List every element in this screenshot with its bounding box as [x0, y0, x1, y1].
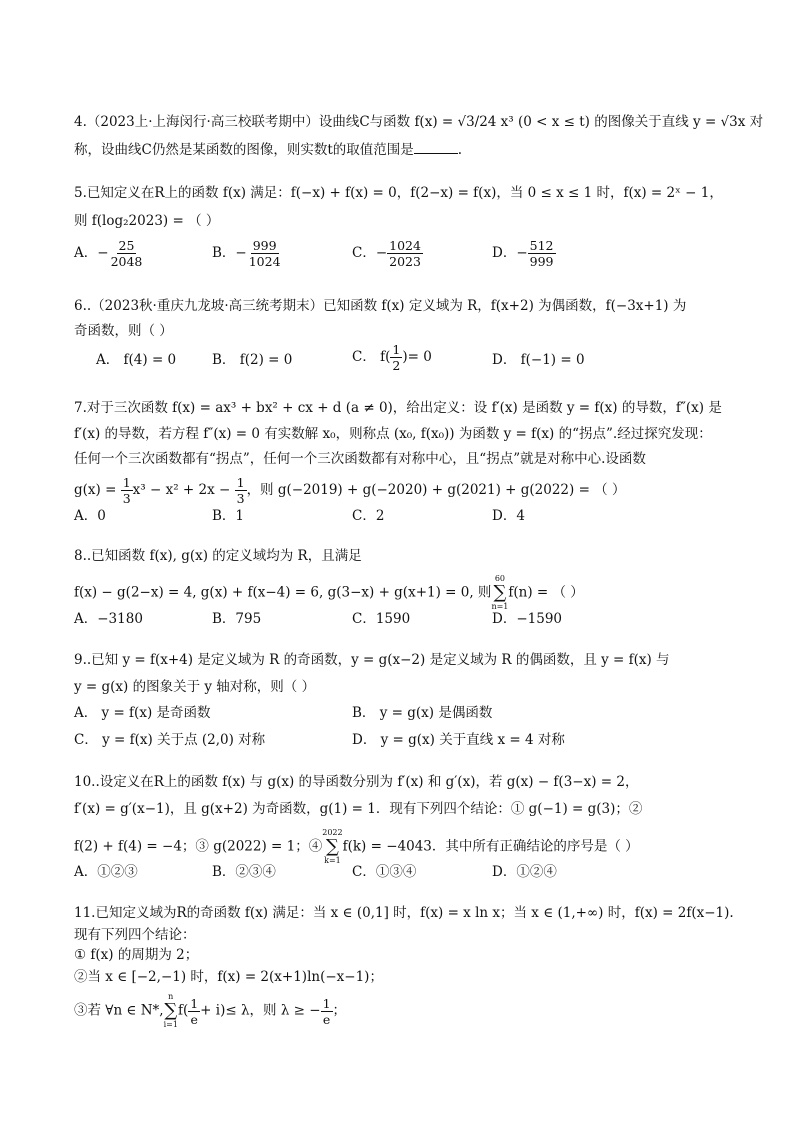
- q10-option-b: B．②③④: [212, 864, 276, 880]
- denominator: 3: [122, 491, 131, 506]
- sum-lower: k=1: [324, 856, 341, 865]
- q4-line2-end: .: [457, 142, 463, 158]
- q8-line2: [74, 574, 584, 612]
- q6-option-d: D． f(−1) = 0: [492, 352, 585, 368]
- sum-upper: 60: [494, 574, 505, 583]
- numerator: 1: [236, 475, 245, 490]
- sum-lower: n=1: [491, 602, 509, 611]
- q5-option-b: [212, 238, 283, 269]
- q7-option-c: C．2: [352, 508, 385, 524]
- q8-option-d: D．−1590: [492, 611, 562, 627]
- denominator: e: [322, 1011, 331, 1027]
- q10-option-c: C．①③④: [352, 864, 417, 880]
- denominator: 2: [392, 358, 401, 373]
- option-sign: −: [97, 245, 109, 261]
- sum-upper: n: [168, 992, 174, 1001]
- option-label: B．: [212, 245, 236, 261]
- q6-option-c: C． f( $\frac{1}{2}$ )= 0: [352, 342, 432, 373]
- denominator: 3: [236, 491, 245, 506]
- option-label: A．: [74, 245, 98, 261]
- q8-option-c: C．1590: [352, 611, 411, 627]
- q5-line2: 则 f(log₂2023) = （ ）: [74, 213, 220, 229]
- option-fraction: [390, 342, 402, 373]
- fraction: [321, 996, 333, 1027]
- option-fraction: [247, 238, 283, 269]
- q4-line2-text: 称，设曲线C仍然是某函数的图像，则实数t的取值范围是: [74, 142, 414, 158]
- q7-line3: 任何一个三次函数都有“拐点”，任何一个三次函数都有对称中心，且“拐点”就是对称中心.设函数: [74, 451, 646, 467]
- sum-lower: i=1: [163, 1020, 178, 1029]
- summation-symbol: 2022 ∑ k=1: [322, 828, 343, 865]
- q9-option-a: A． y = f(x) 是奇函数: [74, 705, 211, 721]
- sum-upper: 2022: [322, 828, 343, 837]
- q7-option-b: B．1: [212, 508, 245, 524]
- formula-part: f(2) + f(4) = −4；③ g(2022) = 1；④: [74, 838, 323, 855]
- q10-line1: 10..设定义在R上的函数 f(x) 与 g(x) 的导函数分别为 f′(x) 和 g′(x)，若 g(x) − f(3−x) = 2，: [74, 774, 639, 790]
- formula-part: f(k) = −4043．其中所有正确结论的序号是（ ）: [342, 838, 639, 855]
- q10-line3: [74, 828, 639, 866]
- numerator: 25: [118, 238, 135, 253]
- formula-part: ，则 g(−2019) + g(−2020) + g(2021) + g(2022) = （ ）: [246, 482, 626, 498]
- formula-part: f(x) − g(2−x) = 4, g(x) + f(x−4) = 6, g(3−x) + g(x+1) = 0, 则: [74, 584, 492, 601]
- option-sign: −: [375, 245, 388, 261]
- q10-line2: f′(x) = g′(x−1)，且 g(x+2) 为奇函数，g(1) = 1．现有下列四个结论：① g(−1) = g(3)；②: [74, 801, 643, 817]
- q7-line1: 7.对于三次函数 f(x) = ax³ + bx² + cx + d (a ≠ 0)，给出定义：设 f′(x) 是函数 y = f(x) 的导数，f″(x) 是: [74, 400, 722, 416]
- denominator: e: [190, 1011, 198, 1027]
- numerator: 1: [122, 475, 131, 490]
- q9-option-b: B． y = g(x) 是偶函数: [352, 705, 493, 721]
- numerator: 1: [190, 995, 199, 1011]
- q11-line3: ① f(x) 的周期为 2；: [74, 947, 199, 963]
- q6-line2: 奇函数，则（ ）: [74, 323, 173, 339]
- formula-part: f: [177, 1002, 183, 1019]
- q5-option-c: [352, 238, 423, 269]
- option-fraction: [109, 238, 145, 269]
- q10-option-a: A．①②③: [74, 864, 138, 880]
- q4-line1: 4.（2023上·上海闵行·高三校联考期中）设曲线C与函数 f(x) = √3/24 x³ (0 < x ≤ t) 的图像关于直线 y = √3x 对: [74, 114, 764, 130]
- q11-line1: 11.已知定义域为R的奇函数 f(x) 满足：当 x ∈ (0,1] 时，f(x) = x ln x；当 x ∈ (1,+∞) 时，f(x) = 2f(x−1).: [74, 905, 734, 921]
- q7-line4: [74, 474, 625, 506]
- q6-option-b: B． f(2) = 0: [212, 352, 293, 368]
- q9-line1: 9..已知 y = f(x+4) 是定义域为 R 的奇函数，y = g(x−2) 是定义域为 R 的偶函数，且 y = f(x) 与: [74, 652, 670, 668]
- q7-option-a: A．0: [74, 508, 106, 524]
- q9-option-c: C． y = f(x) 关于点 (2,0) 对称: [74, 732, 266, 748]
- summation-symbol: 60 ∑ n=1: [491, 574, 509, 611]
- option-text-end: = 0: [407, 349, 432, 365]
- option-sign: −: [516, 245, 528, 261]
- denominator: 2023: [389, 254, 421, 269]
- q5-line1: 5.已知定义在R上的函数 f(x) 满足：f(−x) + f(x) = 0，f(2−x) = f(x)，当 0 ≤ x ≤ 1 时，f(x) = 2ˣ − 1，: [74, 185, 723, 201]
- formula-part: ≤ λ，则 λ ≥ −: [225, 1002, 321, 1019]
- q10-option-d: D．①②④: [492, 864, 557, 880]
- q9-line2: y = g(x) 的图象关于 y 轴对称，则（ ）: [74, 679, 316, 695]
- q5-option-d: [492, 238, 556, 269]
- numerator: 1: [322, 995, 331, 1011]
- fraction: [121, 475, 133, 506]
- denominator: 1024: [248, 254, 281, 269]
- formula-part: ；: [332, 1002, 347, 1019]
- q7-option-d: D．4: [492, 508, 525, 524]
- q6-option-a: A． f(4) = 0: [96, 352, 177, 368]
- q11-line2: 现有下列四个结论：: [74, 927, 196, 943]
- option-fraction: [387, 238, 423, 269]
- option-fraction: [528, 238, 556, 269]
- q8-option-a: A．−3180: [74, 611, 143, 627]
- q7-line2: f′(x) 的导数，若方程 f″(x) = 0 有实数解 x₀，则称点 (x₀, f(x₀)) 为函数 y = f(x) 的“拐点”.经过探究发现：: [74, 426, 712, 442]
- option-text: C． f: [352, 349, 386, 365]
- numerator: 1: [392, 342, 401, 357]
- numerator: 512: [529, 238, 554, 253]
- denominator: 999: [529, 254, 554, 269]
- option-label: D．: [492, 245, 517, 261]
- fraction: [235, 475, 247, 506]
- formula-part: g(x) =: [74, 482, 117, 498]
- summation-symbol: n ∑ i=1: [163, 992, 178, 1029]
- formula-part: f(n) = （ ）: [508, 584, 584, 601]
- numerator: 999: [252, 238, 277, 253]
- q8-line1: 8..已知函数 f(x), g(x) 的定义域均为 R，且满足: [74, 548, 362, 564]
- formula-part: x³ − x² + 2x −: [132, 482, 231, 498]
- q5-option-a: [74, 238, 144, 269]
- formula-part: + i: [200, 1002, 221, 1019]
- option-label: C．: [352, 245, 376, 261]
- numerator: 1024: [389, 238, 421, 253]
- denominator: 2048: [110, 254, 143, 269]
- q8-option-b: B．795: [212, 611, 262, 627]
- q4-line2: [74, 140, 462, 160]
- q11-line4: ②当 x ∈ [−2,−1) 时，f(x) = 2(x+1)ln(−x−1)；: [74, 969, 383, 985]
- q6-line1: 6..（2023秋·重庆九龙坡·高三统考期末）已知函数 f(x) 定义域为 R，f(x+2) 为偶函数，f(−3x+1) 为: [74, 298, 687, 314]
- option-sign: −: [235, 245, 247, 261]
- fraction: [188, 996, 200, 1027]
- q11-line5: ③若 ∀n ∈ N*, n ∑ i=1 f( $\frac{1}{e}$ + i)≤ λ，则 λ ≥ − $\frac{1}{e}$ ；: [74, 992, 347, 1029]
- answer-blank: [414, 141, 458, 154]
- formula-part: ③若 ∀n ∈ N*,: [74, 1002, 164, 1019]
- q9-option-d: D． y = g(x) 关于直线 x = 4 对称: [352, 732, 565, 748]
